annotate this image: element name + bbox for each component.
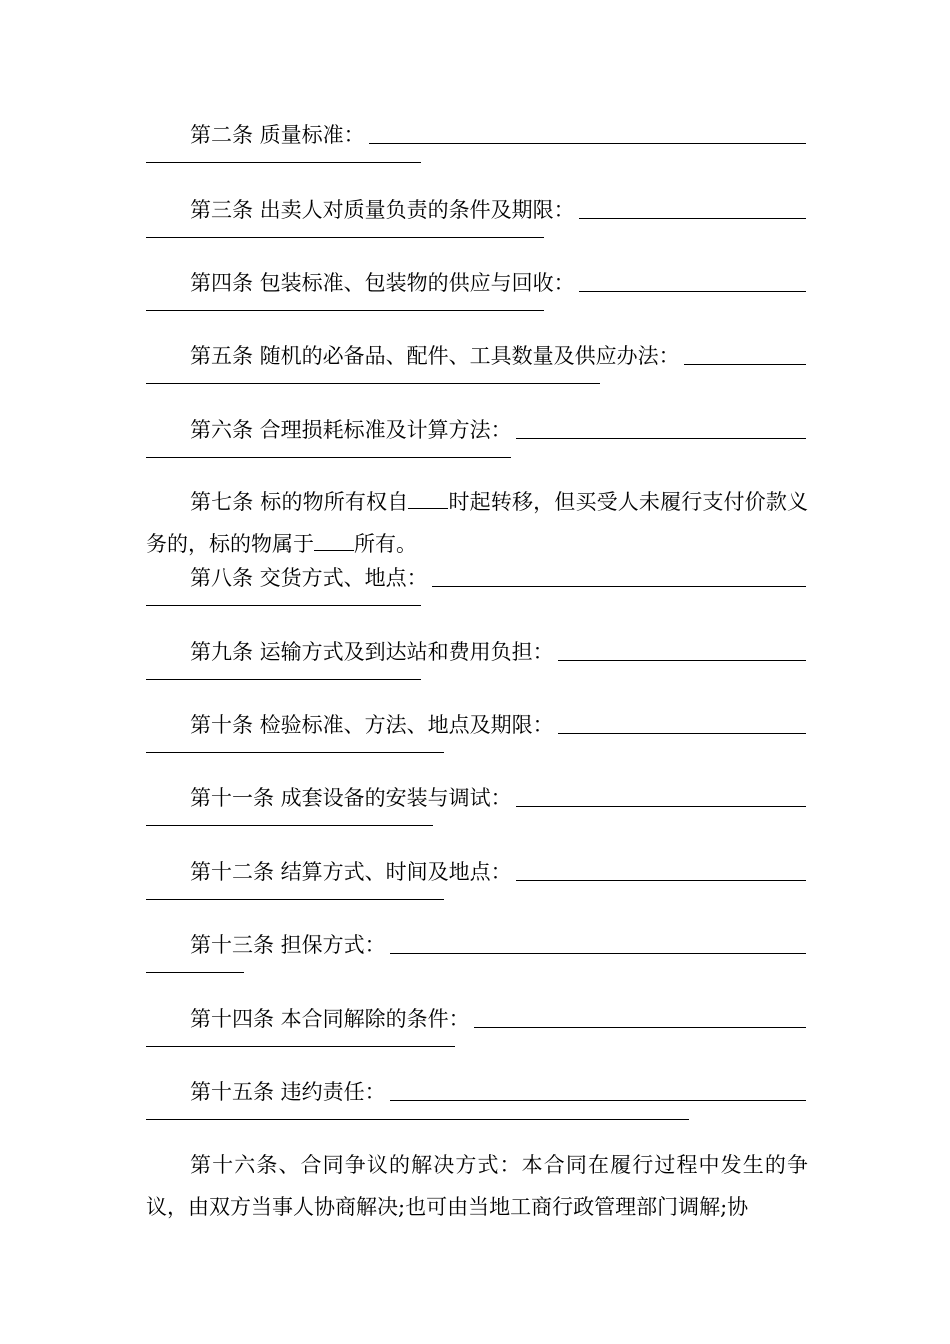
clause-label: 第十五条 违约责任： — [190, 1080, 386, 1104]
fill-in-line[interactable] — [390, 1100, 806, 1101]
clause-label: 第九条 运输方式及到达站和费用负担： — [190, 640, 554, 664]
fill-in-line-continued[interactable] — [146, 899, 444, 900]
clause-label: 第六条 合理损耗标准及计算方法： — [190, 418, 512, 442]
fill-in-line[interactable] — [369, 143, 806, 144]
fill-in-line-continued[interactable] — [146, 310, 544, 311]
fill-in-line[interactable] — [516, 438, 806, 439]
clause-label: 第八条 交货方式、地点： — [190, 566, 428, 590]
fill-in-line[interactable] — [558, 660, 806, 661]
fill-in-line-continued[interactable] — [146, 972, 244, 973]
fill-in-line-continued[interactable] — [146, 1046, 455, 1047]
fill-in-line[interactable] — [579, 291, 806, 292]
fill-in-line-continued[interactable] — [146, 237, 544, 238]
fill-in-line[interactable] — [516, 880, 806, 881]
article7-part2: 时起转移，但买受人未履行支付价款义务的，标的物属于 — [146, 490, 808, 556]
article7-part1: 第七条 标的物所有权自 — [190, 490, 409, 514]
clause-label: 第二条 质量标准： — [190, 123, 365, 147]
clause-label: 第十四条 本合同解除的条件： — [190, 1007, 470, 1031]
fill-in-line-continued[interactable] — [146, 1119, 689, 1120]
clause-label: 第十条 检验标准、方法、地点及期限： — [190, 713, 554, 737]
clause-label: 第四条 包装标准、包装物的供应与回收： — [190, 271, 575, 295]
fill-in-line[interactable] — [390, 953, 806, 954]
fill-in-line[interactable] — [474, 1027, 806, 1028]
clause-ownership-transfer — [146, 481, 808, 565]
fill-in-line[interactable] — [432, 586, 806, 587]
fill-in-line-continued[interactable] — [146, 457, 511, 458]
fill-in-line-continued[interactable] — [146, 383, 600, 384]
fill-in-line[interactable] — [579, 218, 806, 219]
clause-label: 第十三条 担保方式： — [190, 933, 386, 957]
clause-dispute-resolution: 第十六条、合同争议的解决方式：本合同在履行过程中发生的争议，由双方当事人协商解决;也可由当地工商行政管理部门调解;协 — [146, 1153, 808, 1219]
owner-blank[interactable] — [314, 530, 354, 551]
fill-in-line-continued[interactable] — [146, 162, 421, 163]
fill-in-line[interactable] — [516, 806, 806, 807]
clause-label: 第十二条 结算方式、时间及地点： — [190, 860, 512, 884]
clause-label: 第十一条 成套设备的安装与调试： — [190, 786, 512, 810]
fill-in-line-continued[interactable] — [146, 605, 421, 606]
fill-in-line[interactable] — [558, 733, 806, 734]
fill-in-line-continued[interactable] — [146, 752, 444, 753]
fill-in-line-continued[interactable] — [146, 825, 433, 826]
fill-in-line[interactable] — [684, 364, 806, 365]
article7-part3: 所有。 — [354, 532, 417, 556]
clause-label: 第五条 随机的必备品、配件、工具数量及供应办法： — [190, 344, 680, 368]
clause-label: 第三条 出卖人对质量负责的条件及期限： — [190, 198, 575, 222]
fill-in-line-continued[interactable] — [146, 679, 421, 680]
ownership-time-blank[interactable] — [408, 488, 448, 509]
